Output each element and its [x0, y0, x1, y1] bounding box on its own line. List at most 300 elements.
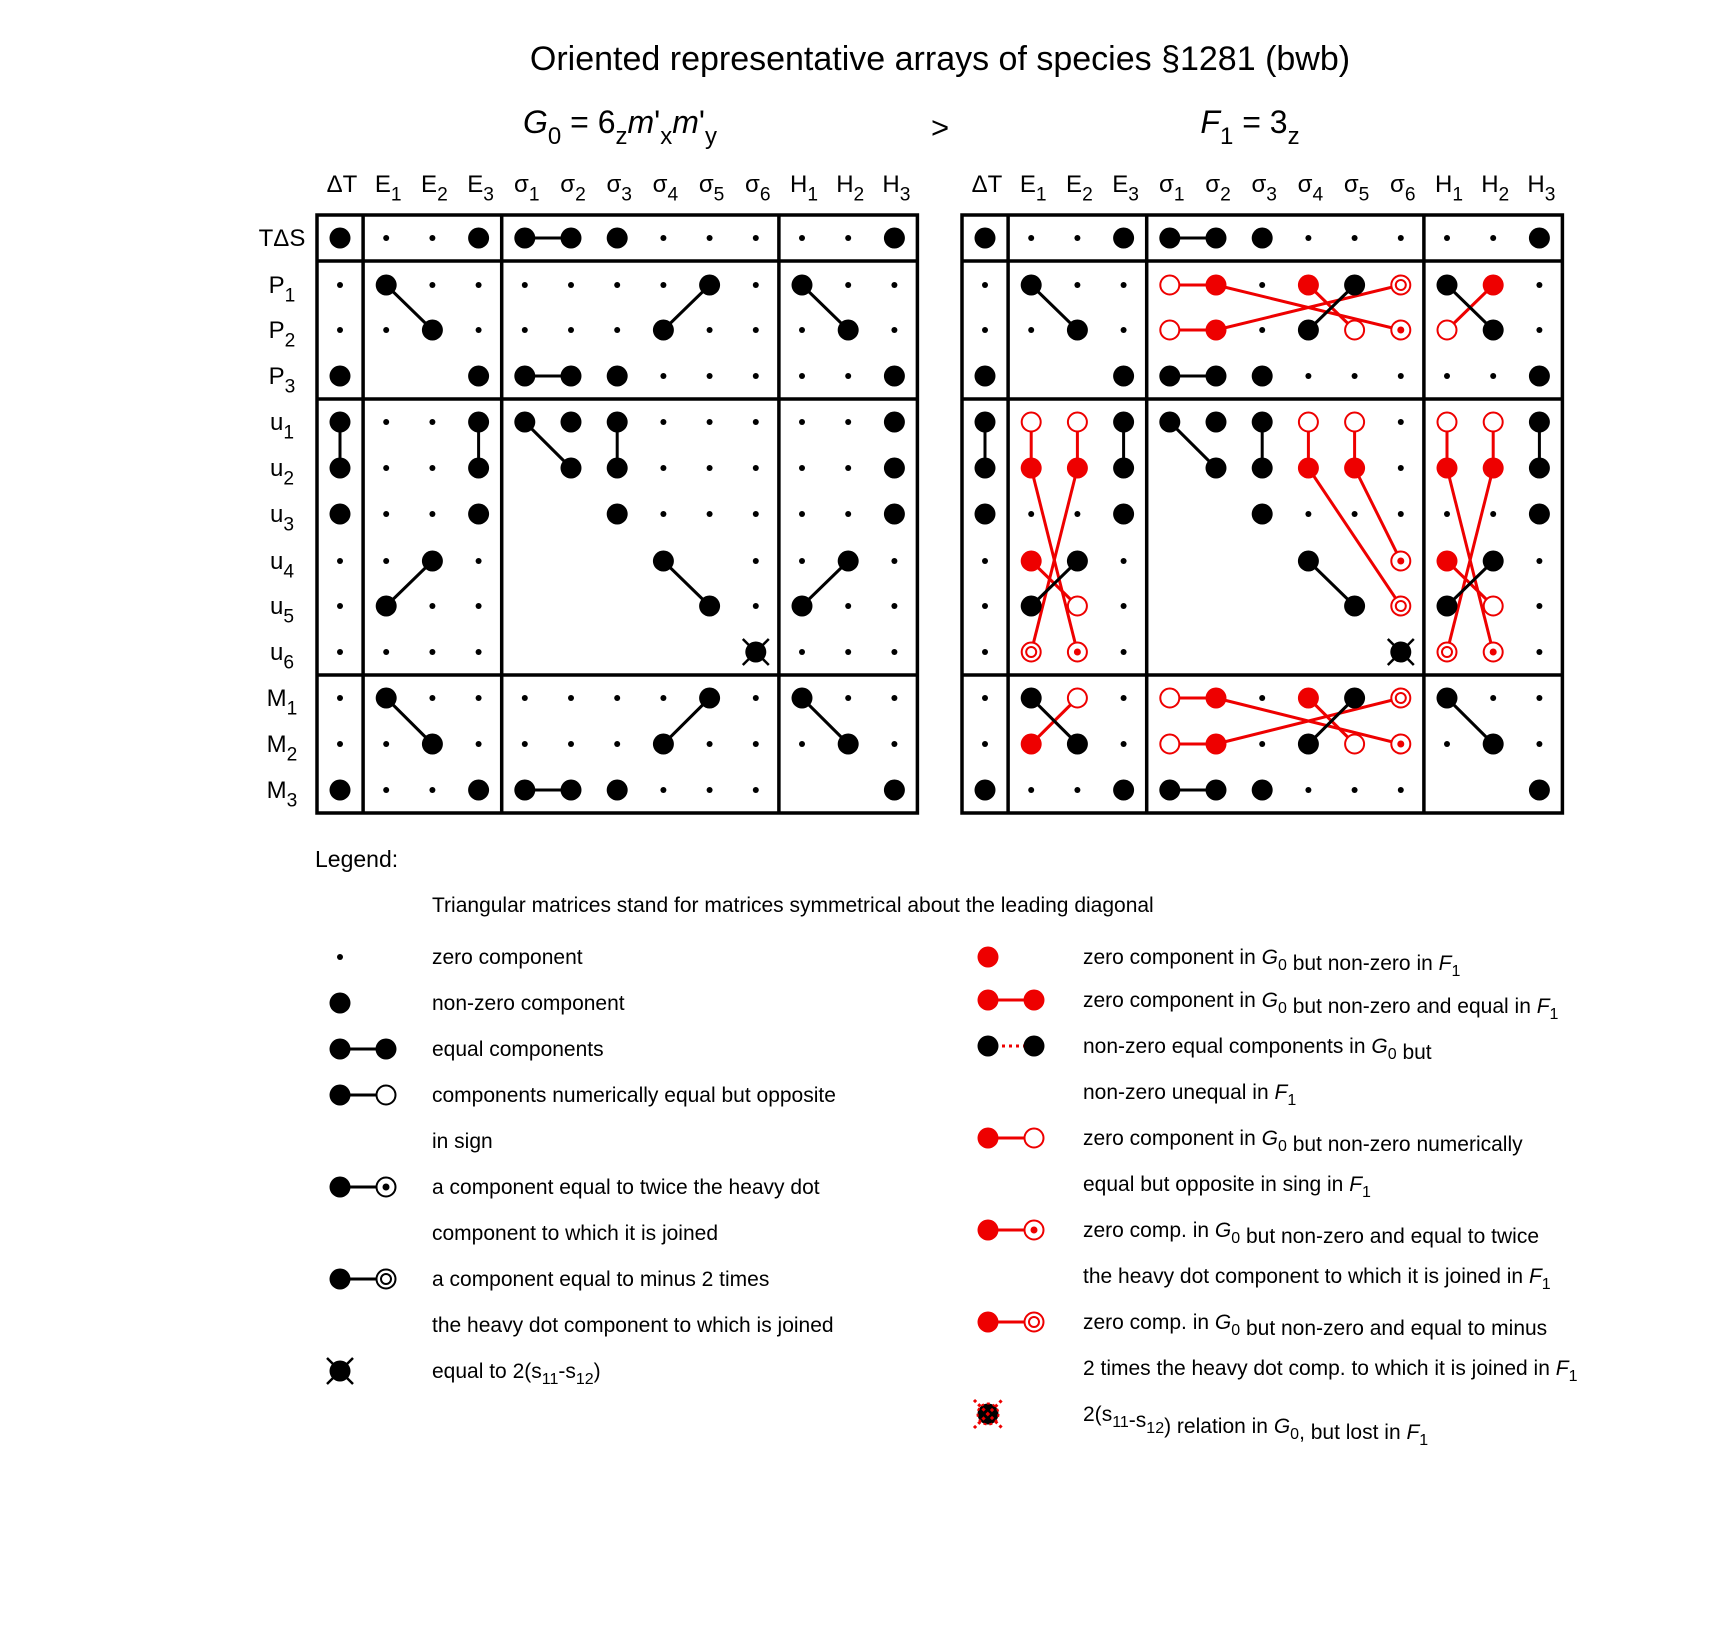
legend-text: zero comp. in $G_0$ but non-zero and equal to twice — [1083, 1219, 1540, 1248]
zero-component-dot — [568, 327, 574, 333]
zero-component-dot — [383, 465, 389, 471]
zero-component-dot — [337, 558, 343, 564]
nonzero-component-dot — [330, 228, 351, 249]
zero-component-dot — [383, 741, 389, 747]
nonzero-component-dot — [1252, 366, 1273, 387]
nonzero-component-dot — [607, 228, 628, 249]
opposite-sign-circle — [1022, 413, 1041, 432]
zero-component-dot — [1305, 787, 1311, 793]
nonzero-component-dot — [978, 947, 999, 968]
zero-component-dot — [1074, 511, 1080, 517]
zero-component-dot — [799, 235, 805, 241]
opposite-sign-circle — [1345, 413, 1364, 432]
zero-component-dot — [429, 419, 435, 425]
nonzero-component-dot — [975, 458, 996, 479]
zero-component-dot — [383, 558, 389, 564]
zero-component-dot — [522, 282, 528, 288]
zero-component-dot — [522, 327, 528, 333]
zero-component-dot — [660, 465, 666, 471]
zero-component-dot — [891, 603, 897, 609]
nonzero-component-dot — [1252, 228, 1273, 249]
zero-component-dot — [429, 465, 435, 471]
zero-component-dot — [568, 282, 574, 288]
zero-component-dot — [1536, 741, 1542, 747]
zero-component-dot — [753, 511, 759, 517]
opposite-sign-circle — [1068, 413, 1087, 432]
legend-text: zero comp. in $G_0$ but non-zero and equal to minus — [1083, 1311, 1548, 1340]
nonzero-component-dot — [1206, 228, 1227, 249]
nonzero-component-dot — [561, 366, 582, 387]
row-label: $P_2$ — [268, 317, 296, 352]
row-label: $u_4$ — [269, 548, 295, 583]
legend-text: component to which it is joined — [432, 1222, 718, 1245]
matrices-group — [259, 104, 1563, 813]
zero-component-dot — [383, 235, 389, 241]
zero-component-dot — [660, 419, 666, 425]
nonzero-component-dot — [978, 1128, 999, 1149]
nonzero-component-dot — [330, 1085, 351, 1106]
f1-group-label: $F_1 = 3_z$ — [1200, 104, 1300, 151]
nonzero-component-dot — [1206, 458, 1227, 479]
zero-component-dot — [1536, 603, 1542, 609]
legend-text: a component equal to minus 2 times — [432, 1268, 770, 1291]
nonzero-component-dot — [1206, 412, 1227, 433]
opposite-sign-circle — [1160, 735, 1179, 754]
zero-component-dot — [1305, 235, 1311, 241]
column-header: $H_1$ — [789, 171, 819, 206]
zero-component-dot — [660, 787, 666, 793]
nonzero-component-dot — [1437, 688, 1458, 709]
zero-component-dot — [522, 741, 528, 747]
nonzero-component-dot — [1344, 688, 1365, 709]
nonzero-component-dot — [422, 551, 443, 572]
zero-component-dot — [383, 787, 389, 793]
zero-component-dot — [476, 603, 482, 609]
zero-component-dot — [799, 558, 805, 564]
nonzero-component-dot — [1067, 551, 1088, 572]
zero-component-dot — [799, 741, 805, 747]
nonzero-component-dot — [1159, 366, 1180, 387]
nonzero-component-dot — [1437, 551, 1458, 572]
zero-component-dot — [982, 603, 988, 609]
nonzero-component-dot — [607, 780, 628, 801]
zero-component-dot — [753, 603, 759, 609]
row-label: TΔS — [258, 225, 306, 252]
legend-text: in sign — [432, 1130, 493, 1153]
row-label: $u_6$ — [269, 639, 295, 674]
comparator-symbol: > — [930, 110, 950, 145]
zero-component-dot — [476, 649, 482, 655]
zero-component-dot — [476, 741, 482, 747]
zero-component-dot — [1490, 511, 1496, 517]
nonzero-component-dot — [1021, 596, 1042, 617]
nonzero-component-dot — [1529, 504, 1550, 525]
zero-component-dot — [1536, 558, 1542, 564]
legend-heading: Legend: — [315, 846, 399, 872]
zero-component-dot — [707, 465, 713, 471]
opposite-sign-circle — [377, 1086, 396, 1105]
nonzero-component-dot — [884, 228, 905, 249]
zero-component-dot — [753, 373, 759, 379]
nonzero-component-dot — [1483, 275, 1504, 296]
minus-two-circle — [1022, 643, 1041, 662]
nonzero-component-dot — [1344, 275, 1365, 296]
zero-component-dot — [660, 282, 666, 288]
nonzero-component-dot — [1206, 688, 1227, 709]
zero-component-dot — [799, 327, 805, 333]
nonzero-component-dot — [1344, 458, 1365, 479]
zero-component-dot — [891, 649, 897, 655]
nonzero-component-dot — [1113, 228, 1134, 249]
nonzero-component-dot — [330, 366, 351, 387]
zero-component-dot — [707, 327, 713, 333]
legend — [315, 846, 1578, 1449]
zero-component-dot — [1398, 373, 1404, 379]
nonzero-component-dot — [514, 780, 535, 801]
zero-component-dot — [614, 695, 620, 701]
zero-component-dot — [660, 373, 666, 379]
zero-component-dot — [891, 282, 897, 288]
nonzero-component-dot — [1113, 458, 1134, 479]
nonzero-component-dot — [884, 780, 905, 801]
zero-component-dot — [614, 741, 620, 747]
zero-component-dot — [337, 741, 343, 747]
row-label: $u_5$ — [269, 593, 295, 628]
column-header: $\sigma_2$ — [1205, 171, 1231, 206]
zero-component-dot — [799, 511, 805, 517]
zero-component-dot — [660, 695, 666, 701]
zero-component-dot — [845, 465, 851, 471]
zero-component-dot — [753, 235, 759, 241]
opposite-sign-circle — [1438, 321, 1457, 340]
nonzero-component-dot — [607, 412, 628, 433]
legend-text: the heavy dot component to which it is joined in $F_1$ — [1083, 1265, 1551, 1293]
row-label: $M_2$ — [266, 731, 298, 766]
zero-component-dot — [383, 327, 389, 333]
nonzero-component-dot — [1159, 412, 1180, 433]
minus-two-circle — [1438, 643, 1457, 662]
minus-two-circle — [1391, 276, 1410, 295]
zero-component-dot — [1121, 327, 1127, 333]
zero-component-dot — [476, 558, 482, 564]
column-header: $\sigma_2$ — [560, 171, 586, 206]
zero-component-dot — [1444, 235, 1450, 241]
zero-component-dot — [568, 741, 574, 747]
nonzero-component-dot — [1021, 734, 1042, 755]
nonzero-component-dot — [699, 275, 720, 296]
zero-component-dot — [799, 373, 805, 379]
legend-text: zero component in $G_0$ but non-zero in $F_1$ — [1083, 946, 1461, 980]
nonzero-component-dot — [514, 228, 535, 249]
zero-component-dot — [707, 787, 713, 793]
zero-component-dot — [568, 695, 574, 701]
column-header: $H_3$ — [1527, 171, 1556, 206]
zero-component-dot — [1398, 465, 1404, 471]
twice-center — [1397, 741, 1404, 748]
zero-component-dot — [753, 282, 759, 288]
nonzero-component-dot — [607, 458, 628, 479]
zero-component-dot — [614, 327, 620, 333]
nonzero-component-dot — [1021, 688, 1042, 709]
nonzero-component-dot — [978, 1220, 999, 1241]
zero-component-dot — [845, 649, 851, 655]
zero-component-dot — [982, 741, 988, 747]
zero-component-dot — [845, 695, 851, 701]
twice-center — [1031, 1227, 1038, 1234]
nonzero-component-dot — [1483, 551, 1504, 572]
zero-component-dot — [753, 741, 759, 747]
row-label: $M_1$ — [266, 685, 298, 720]
column-header: ΔT — [326, 171, 358, 198]
zero-component-dot — [891, 741, 897, 747]
zero-component-dot — [891, 558, 897, 564]
nonzero-component-dot — [422, 734, 443, 755]
nonzero-component-dot — [1206, 275, 1227, 296]
nonzero-component-dot — [1252, 412, 1273, 433]
zero-component-dot — [1121, 282, 1127, 288]
legend-text: non-zero component — [432, 992, 625, 1015]
zero-component-dot — [845, 235, 851, 241]
zero-component-dot — [799, 649, 805, 655]
minus-two-circle — [1025, 1313, 1044, 1332]
nonzero-component-dot — [884, 366, 905, 387]
zero-component-dot — [1074, 282, 1080, 288]
nonzero-component-dot — [468, 366, 489, 387]
zero-component-dot — [337, 695, 343, 701]
opposite-sign-circle — [1068, 597, 1087, 616]
nonzero-component-dot — [975, 228, 996, 249]
zero-component-dot — [1259, 695, 1265, 701]
nonzero-component-dot — [975, 366, 996, 387]
zero-component-dot — [1074, 787, 1080, 793]
legend-text: zero component in $G_0$ but non-zero numerically — [1083, 1127, 1523, 1156]
nonzero-component-dot — [330, 1177, 351, 1198]
nonzero-component-dot — [561, 458, 582, 479]
zero-component-dot — [1028, 787, 1034, 793]
column-header: $H_3$ — [882, 171, 911, 206]
nonzero-component-dot — [1067, 458, 1088, 479]
zero-component-dot — [1536, 695, 1542, 701]
nonzero-component-dot — [468, 780, 489, 801]
zero-component-dot — [982, 695, 988, 701]
zero-component-dot — [845, 603, 851, 609]
nonzero-component-dot — [1252, 458, 1273, 479]
zero-component-dot — [753, 695, 759, 701]
twice-center — [1397, 327, 1404, 334]
zero-component-dot — [799, 419, 805, 425]
nonzero-component-dot — [792, 688, 813, 709]
zero-component-dot — [1259, 327, 1265, 333]
column-header: $\sigma_5$ — [1343, 171, 1370, 206]
zero-component-dot — [1444, 741, 1450, 747]
legend-text: non-zero equal components in $G_0$ but — [1083, 1035, 1432, 1064]
zero-component-dot — [1490, 373, 1496, 379]
nonzero-component-dot — [376, 688, 397, 709]
nonzero-component-dot — [468, 504, 489, 525]
column-header: $E_1$ — [374, 171, 402, 206]
nonzero-component-dot — [330, 412, 351, 433]
zero-component-dot — [707, 235, 713, 241]
nonzero-component-dot — [699, 596, 720, 617]
nonzero-component-dot — [1159, 228, 1180, 249]
nonzero-component-dot — [838, 734, 859, 755]
zero-component-dot — [982, 327, 988, 333]
nonzero-component-dot — [653, 551, 674, 572]
nonzero-component-dot — [1206, 366, 1227, 387]
nonzero-component-dot — [1298, 688, 1319, 709]
nonzero-component-dot — [514, 412, 535, 433]
legend-text: the heavy dot component to which is joined — [432, 1314, 834, 1337]
zero-component-dot — [337, 649, 343, 655]
nonzero-component-dot — [1529, 412, 1550, 433]
nonzero-component-dot — [653, 320, 674, 341]
nonzero-component-dot — [699, 688, 720, 709]
column-header: $E_1$ — [1019, 171, 1047, 206]
nonzero-component-dot — [978, 1312, 999, 1333]
nonzero-component-dot — [792, 596, 813, 617]
nonzero-component-dot — [1067, 734, 1088, 755]
row-label: $u_3$ — [269, 501, 295, 536]
row-label: $P_3$ — [268, 363, 296, 398]
zero-component-dot — [1074, 235, 1080, 241]
zero-component-dot — [1490, 235, 1496, 241]
legend-text: $2(s_{11}-s_{12})$ relation in $G_0$, but lost in $F_1$ — [1083, 1403, 1429, 1449]
column-header: $H_2$ — [836, 171, 865, 206]
zero-component-dot — [383, 511, 389, 517]
column-header: ΔT — [971, 171, 1003, 198]
column-header: $E_2$ — [421, 171, 448, 206]
legend-text: zero component — [432, 946, 583, 969]
nonzero-component-dot — [1298, 275, 1319, 296]
zero-component-dot — [1352, 235, 1358, 241]
nonzero-component-dot — [1252, 504, 1273, 525]
zero-component-dot — [1444, 511, 1450, 517]
column-header: $\sigma_3$ — [1251, 171, 1277, 206]
nonzero-component-dot — [1344, 596, 1365, 617]
zero-component-dot — [476, 282, 482, 288]
zero-component-dot — [707, 741, 713, 747]
column-header: $E_2$ — [1066, 171, 1093, 206]
nonzero-component-dot — [975, 780, 996, 801]
opposite-sign-circle — [1068, 689, 1087, 708]
opposite-sign-circle — [1484, 597, 1503, 616]
zero-component-dot — [799, 465, 805, 471]
zero-component-dot — [753, 327, 759, 333]
nonzero-component-dot — [330, 993, 351, 1014]
nonzero-component-dot — [1159, 780, 1180, 801]
zero-component-dot — [614, 282, 620, 288]
zero-component-dot — [845, 282, 851, 288]
nonzero-component-dot — [1298, 320, 1319, 341]
zero-component-dot — [429, 282, 435, 288]
zero-component-dot — [383, 649, 389, 655]
zero-component-dot — [429, 235, 435, 241]
minus-two-circle — [1391, 689, 1410, 708]
zero-component-dot — [1352, 373, 1358, 379]
zero-component-dot — [1028, 511, 1034, 517]
nonzero-component-dot — [1113, 780, 1134, 801]
nonzero-component-dot — [1024, 990, 1045, 1011]
zero-component-dot — [1398, 511, 1404, 517]
column-header: $\sigma_5$ — [698, 171, 725, 206]
nonzero-component-dot — [561, 412, 582, 433]
row-label: $u_2$ — [269, 455, 295, 490]
opposite-sign-circle — [1160, 276, 1179, 295]
zero-component-dot — [845, 511, 851, 517]
zero-component-dot — [476, 695, 482, 701]
row-label: $P_1$ — [268, 272, 296, 307]
nonzero-component-dot — [1437, 596, 1458, 617]
nonzero-component-dot — [1437, 275, 1458, 296]
zero-component-dot — [707, 373, 713, 379]
zero-component-dot — [1121, 558, 1127, 564]
nonzero-component-dot — [1529, 366, 1550, 387]
nonzero-component-dot — [884, 504, 905, 525]
nonzero-component-dot — [1113, 366, 1134, 387]
legend-text: equal components — [432, 1038, 604, 1061]
f1-cells — [975, 228, 1550, 801]
nonzero-component-dot — [330, 780, 351, 801]
zero-component-dot — [1444, 373, 1450, 379]
nonzero-component-dot — [561, 780, 582, 801]
row-label: $u_1$ — [269, 409, 295, 444]
opposite-sign-circle — [1484, 413, 1503, 432]
nonzero-component-dot — [1024, 1036, 1045, 1057]
zero-component-dot — [982, 282, 988, 288]
zero-component-dot — [1259, 282, 1265, 288]
column-header: $\sigma_3$ — [606, 171, 632, 206]
nonzero-component-dot — [884, 412, 905, 433]
nonzero-component-dot — [1529, 228, 1550, 249]
nonzero-component-dot — [330, 458, 351, 479]
zero-component-dot — [1121, 741, 1127, 747]
nonzero-component-dot — [1529, 780, 1550, 801]
nonzero-component-dot — [422, 320, 443, 341]
nonzero-component-dot — [1113, 504, 1134, 525]
zero-component-dot — [1121, 649, 1127, 655]
minus-two-circle — [377, 1270, 396, 1289]
nonzero-component-dot — [1021, 551, 1042, 572]
g0-group-label: $G_0 = 6_zm'_xm'_y$ — [522, 104, 718, 151]
nonzero-component-dot — [884, 458, 905, 479]
zero-component-dot — [429, 787, 435, 793]
nonzero-component-dot — [330, 1039, 351, 1060]
nonzero-component-dot — [1298, 458, 1319, 479]
zero-component-dot — [1305, 511, 1311, 517]
g0-cells — [330, 228, 905, 801]
legend-text: equal to $2(s_{11}-s_{12})$ — [432, 1360, 601, 1388]
zero-component-dot — [1121, 603, 1127, 609]
zero-component-dot — [476, 327, 482, 333]
column-header: $\sigma_4$ — [652, 171, 679, 206]
zero-component-dot — [1398, 787, 1404, 793]
legend-text: a component equal to twice the heavy dot — [432, 1176, 820, 1199]
nonzero-component-dot — [1021, 458, 1042, 479]
zero-component-dot — [429, 603, 435, 609]
column-header: $\sigma_6$ — [745, 171, 771, 206]
nonzero-component-dot — [607, 504, 628, 525]
legend-text: non-zero unequal in $F_1$ — [1083, 1081, 1297, 1109]
zero-component-dot — [1028, 327, 1034, 333]
zero-component-dot — [982, 649, 988, 655]
zero-component-dot — [845, 373, 851, 379]
minus-two-circle — [1391, 597, 1410, 616]
nonzero-component-dot — [978, 990, 999, 1011]
legend-text: equal but opposite in sing in $F_1$ — [1083, 1173, 1371, 1201]
zero-component-dot — [1028, 235, 1034, 241]
nonzero-component-dot — [1437, 458, 1458, 479]
zero-component-dot — [1536, 327, 1542, 333]
